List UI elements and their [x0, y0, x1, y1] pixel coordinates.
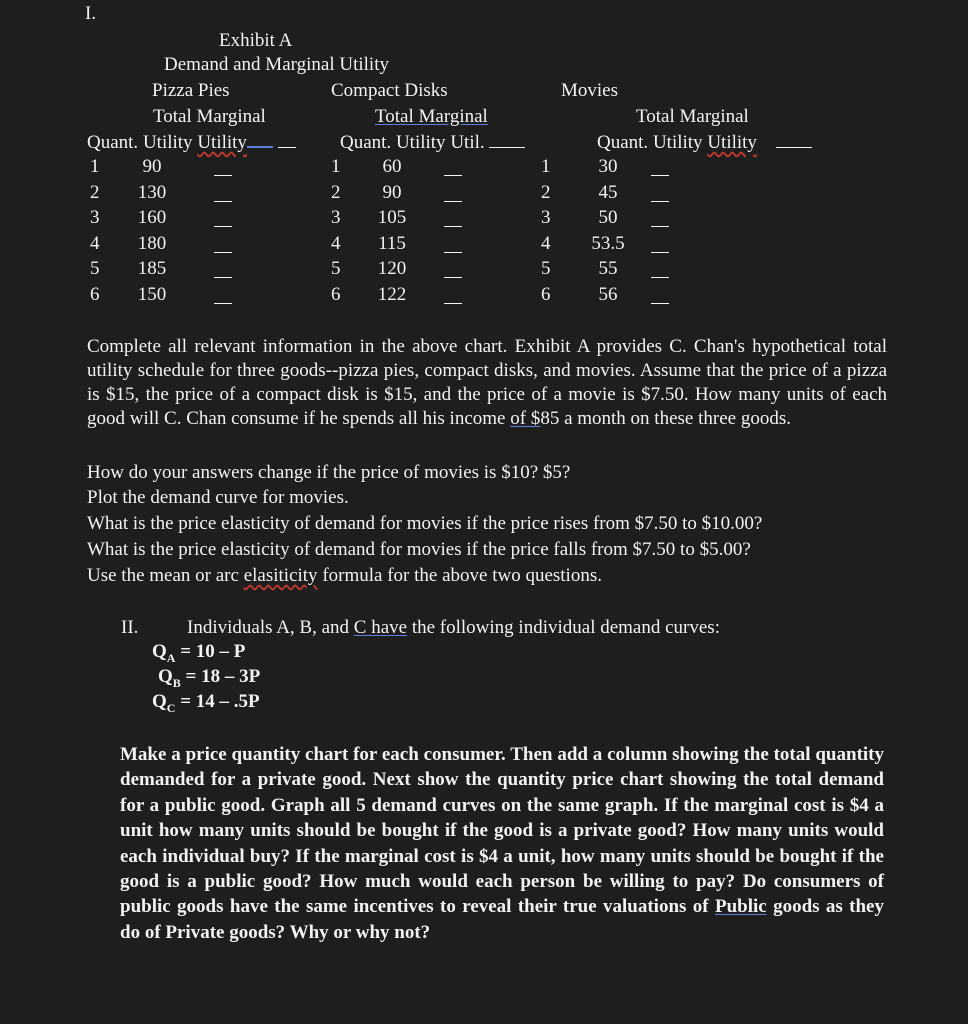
- quantity-cell: 1: [331, 156, 341, 177]
- question-plot-demand: Plot the demand curve for movies.: [87, 487, 349, 508]
- total-utility-cell: 185: [137, 258, 167, 280]
- quantity-cell: 2: [541, 181, 551, 203]
- pizza-heading: Pizza Pies: [152, 80, 230, 101]
- total-utility-cell: 53.5: [591, 232, 625, 254]
- exhibit-instructions: Complete all relevant information in the above chart. Exhibit A provides C. Chan's hypothetical total utility schedule for three goods--pizza pies, compact disks, and movies. Assume that the price of a pizza is $15, the price of a compact disk is $15, and the price of a movie is $7.50. How many units of each good will C. Chan consume if he spends all his income of $85 a month on these three goods.: [87, 336, 887, 429]
- total-utility-cell: 122: [377, 284, 407, 305]
- quantity-cell: 6: [90, 284, 100, 305]
- marginal-utility-blank: [651, 210, 669, 234]
- total-utility-cell: 90: [142, 156, 162, 177]
- question-arc-formula: Use the mean or arc elasiticity formula for the above two questions.: [87, 565, 602, 586]
- quantity-cell: 4: [331, 232, 341, 254]
- marginal-utility-blank: [214, 261, 232, 285]
- marginal-utility-blank: [651, 159, 669, 183]
- marginal-utility-blank: [444, 287, 462, 311]
- exhibit-subtitle: Demand and Marginal Utility: [164, 54, 389, 75]
- marginal-utility-blank: [214, 185, 232, 209]
- marginal-utility-blank: [214, 236, 232, 260]
- question-elasticity-rise: What is the price elasticity of demand for movies if the price rises from $7.50 to $10.00?: [87, 513, 763, 534]
- quantity-cell: 3: [331, 207, 341, 229]
- movies-col-header-top: Total Marginal: [636, 106, 749, 127]
- equation-qb: $Q_B = 18 - 3P$: [158, 666, 261, 690]
- quantity-cell: 4: [90, 232, 100, 254]
- pizza-col-header-bottom: Quant. Utility Utility: [87, 131, 296, 155]
- total-utility-cell: 45: [598, 181, 618, 203]
- total-utility-cell: 115: [378, 232, 406, 254]
- pizza-col-header-top: Total Marginal: [153, 106, 266, 127]
- exhibit-title: Exhibit A: [219, 30, 293, 51]
- total-utility-cell: 150: [137, 284, 167, 305]
- marginal-utility-blank: [444, 185, 462, 209]
- marginal-utility-blank: [214, 159, 232, 183]
- quantity-cell: 1: [90, 156, 100, 177]
- marginal-utility-blank: [214, 287, 232, 311]
- quantity-cell: 3: [541, 207, 551, 229]
- marginal-utility-blank: [651, 236, 669, 260]
- cd-heading: Compact Disks: [331, 80, 448, 101]
- quantity-cell: 1: [541, 156, 551, 177]
- marginal-utility-blank: [444, 159, 462, 183]
- quantity-cell: 5: [331, 258, 341, 280]
- marginal-utility-blank: [444, 261, 462, 285]
- quantity-cell: 4: [541, 232, 551, 254]
- total-utility-cell: 105: [377, 207, 407, 229]
- total-utility-cell: 180: [137, 232, 167, 254]
- total-utility-cell: 90: [382, 181, 402, 203]
- total-utility-cell: 120: [377, 258, 407, 280]
- total-utility-cell: 50: [598, 207, 618, 229]
- total-utility-cell: 130: [137, 181, 167, 203]
- quantity-cell: 3: [90, 207, 100, 229]
- marginal-utility-blank: [444, 236, 462, 260]
- cd-col-header-top: Total Marginal: [375, 106, 488, 127]
- quantity-cell: 2: [90, 181, 100, 203]
- total-utility-cell: 30: [598, 156, 618, 177]
- total-utility-cell: 55: [598, 258, 618, 280]
- marginal-utility-blank: [651, 185, 669, 209]
- section-2-questions: Make a price quantity chart for each consumer. Then add a column showing the total quantity demanded for a private good. Next show the quantity price chart showing the total demand for a public good. Graph all 5 demand curves on the same graph. If the marginal cost is $4 a unit how many units should be bought if the good is a private good? How many units would each individual buy? If the marginal cost is $4 a unit, how many units should be bought if the good is a public good? How much would each person be willing to pay? Do consumers of public goods have the same incentives to reveal their true valuations of Public goods as they do of Private goods? Why or why not?: [120, 744, 884, 943]
- section-2-intro: Individuals A, B, and C have the following individual demand curves:: [187, 617, 720, 638]
- total-utility-cell: 160: [137, 207, 167, 229]
- movies-heading: Movies: [561, 80, 618, 101]
- marginal-utility-blank: [651, 287, 669, 311]
- marginal-utility-blank: [214, 210, 232, 234]
- marginal-utility-blank: [651, 261, 669, 285]
- quantity-cell: 6: [331, 284, 341, 305]
- total-utility-cell: 60: [382, 156, 402, 177]
- cd-col-header-bottom: Quant. Utility Util.: [340, 131, 525, 155]
- total-utility-cell: 56: [598, 284, 618, 305]
- quantity-cell: 2: [331, 181, 341, 203]
- question-elasticity-fall: What is the price elasticity of demand for movies if the price falls from $7.50 to $5.00?: [87, 539, 751, 560]
- marginal-utility-blank: [444, 210, 462, 234]
- question-price-change: How do your answers change if the price of movies is $10? $5?: [87, 462, 571, 483]
- quantity-cell: 5: [90, 258, 100, 280]
- quantity-cell: 5: [541, 258, 551, 280]
- movies-col-header-bottom: Quant. Utility Utility: [597, 131, 812, 155]
- equation-qa: $Q_A = 10 - P$: [152, 641, 246, 665]
- equation-qc: $Q_C = 14 - .5P$: [152, 691, 260, 715]
- section-2-numeral: II.: [121, 617, 139, 638]
- quantity-cell: 6: [541, 284, 551, 305]
- section-1-numeral: I.: [85, 3, 97, 24]
